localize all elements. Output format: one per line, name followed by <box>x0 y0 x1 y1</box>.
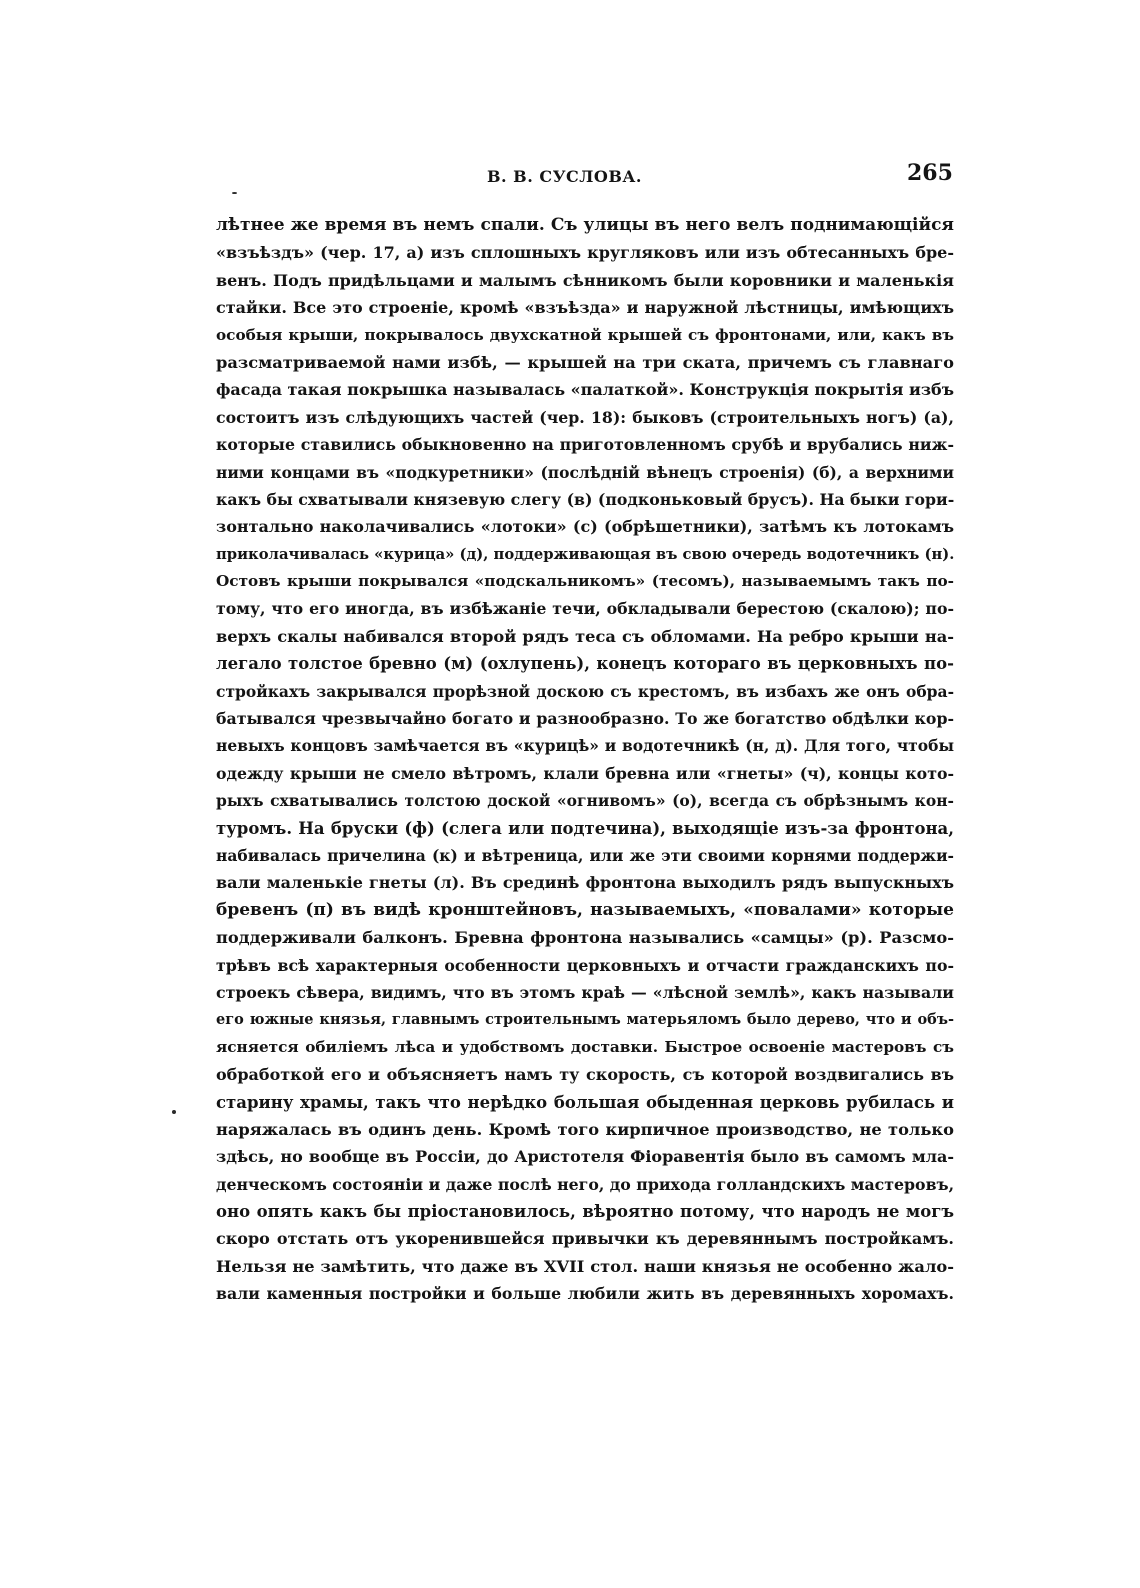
text-line: денческомъ состояніи и даже послѣ него, до прихода голландскихъ мастеровъ, <box>216 1174 954 1194</box>
text-line: трѣвъ всѣ характерныя особенности церковныхъ и отчасти гражданскихъ по- <box>216 955 954 975</box>
text-line: Нельзя не замѣтить, что даже въ XVII стол. наши князья не особенно жало- <box>216 1256 954 1276</box>
text-line: фасада такая покрышка называлась «палаткой». Конструкція покрытія избъ <box>216 380 954 400</box>
text-line: зонтально наколачивались «лотоки» (с) (обрѣшетники), затѣмъ къ лотокамъ <box>216 517 954 537</box>
text-line: стройкахъ закрывался прорѣзной доскою съ крестомъ, въ избахъ же онъ обра- <box>216 681 954 701</box>
text-line: разсматриваемой нами избѣ, — крышей на три ската, причемъ съ главнаго <box>216 352 954 372</box>
text-line: верхъ скалы набивался второй рядъ теса съ обломами. На ребро крыши на- <box>216 626 954 646</box>
text-line: невыхъ концовъ замѣчается въ «курицѣ» и водотечникѣ (н, д). Для того, чтобы <box>216 736 954 756</box>
text-line: вали каменныя постройки и больше любили жить въ деревянныхъ хоромахъ. <box>216 1284 954 1304</box>
text-line: рыхъ схватывались толстою доской «огнивомъ» (о), всегда съ обрѣзнымъ кон- <box>216 791 954 811</box>
text-line: особыя крыши, покрывалось двухскатной крышей съ фронтонами, или, какъ въ <box>216 325 954 344</box>
text-line: ясняется обиліемъ лѣса и удобствомъ доставки. Быстрое освоеніе мастеровъ съ <box>216 1037 954 1056</box>
text-line: тому, что его иногда, въ избѣжаніе течи, обкладывали берестою (скалою); по- <box>216 599 954 619</box>
scan-speck <box>172 1110 176 1114</box>
text-line: обработкой его и объясняетъ намъ ту скорость, съ которой воздвигались въ <box>216 1065 954 1085</box>
text-line: поддерживали балконъ. Бревна фронтона назывались «самцы» (р). Разсмо- <box>216 928 954 948</box>
text-line: ними концами въ «подкуретники» (послѣдній вѣнецъ строенія) (б), а верхними <box>216 462 954 482</box>
text-line: лѣтнее же время въ немъ спали. Съ улицы въ него велъ поднимающійся <box>216 215 954 235</box>
text-line: бревенъ (п) въ видѣ кронштейновъ, называемыхъ, «повалами» которые <box>216 899 954 920</box>
text-line: скоро отстать отъ укоренившейся привычки къ деревяннымъ постройкамъ. <box>216 1229 954 1249</box>
text-line: одежду крыши не смело вѣтромъ, клали бревна или «гнеты» (ч), концы кото- <box>216 763 954 783</box>
text-line: Остовъ крыши покрывался «подскальникомъ» (тесомъ), называемымъ такъ по- <box>216 572 954 591</box>
text-line: вали маленькіе гнеты (л). Въ срединѣ фронтона выходилъ рядъ выпускныхъ <box>216 873 954 893</box>
running-head: В. В. СУСЛОВА. <box>487 167 642 186</box>
text-line: венъ. Подъ придѣльцами и малымъ сѣнникомъ были коровники и маленькія <box>216 270 954 290</box>
text-line: оно опять какъ бы пріостановилось, вѣроятно потому, что народъ не могъ <box>216 1202 954 1222</box>
text-line: здѣсь, но вообще въ Россіи, до Аристотеля Фіоравентія было въ самомъ мла- <box>216 1147 954 1167</box>
text-line: наряжалась въ одинъ день. Кромѣ того кирпичное производство, не только <box>216 1119 954 1139</box>
text-line: легало толстое бревно (м) (охлупень), конецъ котораго въ церковныхъ по- <box>216 654 954 674</box>
body-text <box>216 212 954 1308</box>
scan-speck <box>232 192 237 194</box>
text-line: состоитъ изъ слѣдующихъ частей (чер. 18): быковъ (строительныхъ ногъ) (а), <box>216 407 954 427</box>
text-line: стайки. Все это строеніе, кромѣ «взъѣзда» и наружной лѣстницы, имѣющихъ <box>216 298 954 318</box>
text-line: старину храмы, такъ что нерѣдко большая обыденная церковь рубилась и <box>216 1092 954 1112</box>
text-line: которые ставились обыкновенно на приготовленномъ срубѣ и врубались ниж- <box>216 435 954 455</box>
text-line: туромъ. На бруски (ф) (слега или подтечина), выходящіе изъ-за фронтона, <box>216 818 954 838</box>
text-line: набивалась причелина (к) и вѣтреница, или же эти своими корнями поддержи- <box>216 845 954 865</box>
text-line: строекъ сѣвера, видимъ, что въ этомъ краѣ — «лѣсной землѣ», какъ называли <box>216 982 954 1002</box>
text-line: приколачивалась «курица» (д), поддерживающая въ свою очередь водотечникъ (н). <box>216 545 954 563</box>
text-line: его южные князья, главнымъ строительнымъ матерьяломъ было дерево, что и объ- <box>216 1011 954 1029</box>
page-number: 265 <box>907 160 953 186</box>
text-line: батывался чрезвычайно богато и разнообразно. То же богатство обдѣлки кор- <box>216 709 954 729</box>
text-line: «взъѣздъ» (чер. 17, а) изъ сплошныхъ кругляковъ или изъ обтесанныхъ бре- <box>216 243 954 263</box>
text-line: какъ бы схватывали князевую слегу (в) (подконьковый брусъ). На быки гори- <box>216 489 954 509</box>
